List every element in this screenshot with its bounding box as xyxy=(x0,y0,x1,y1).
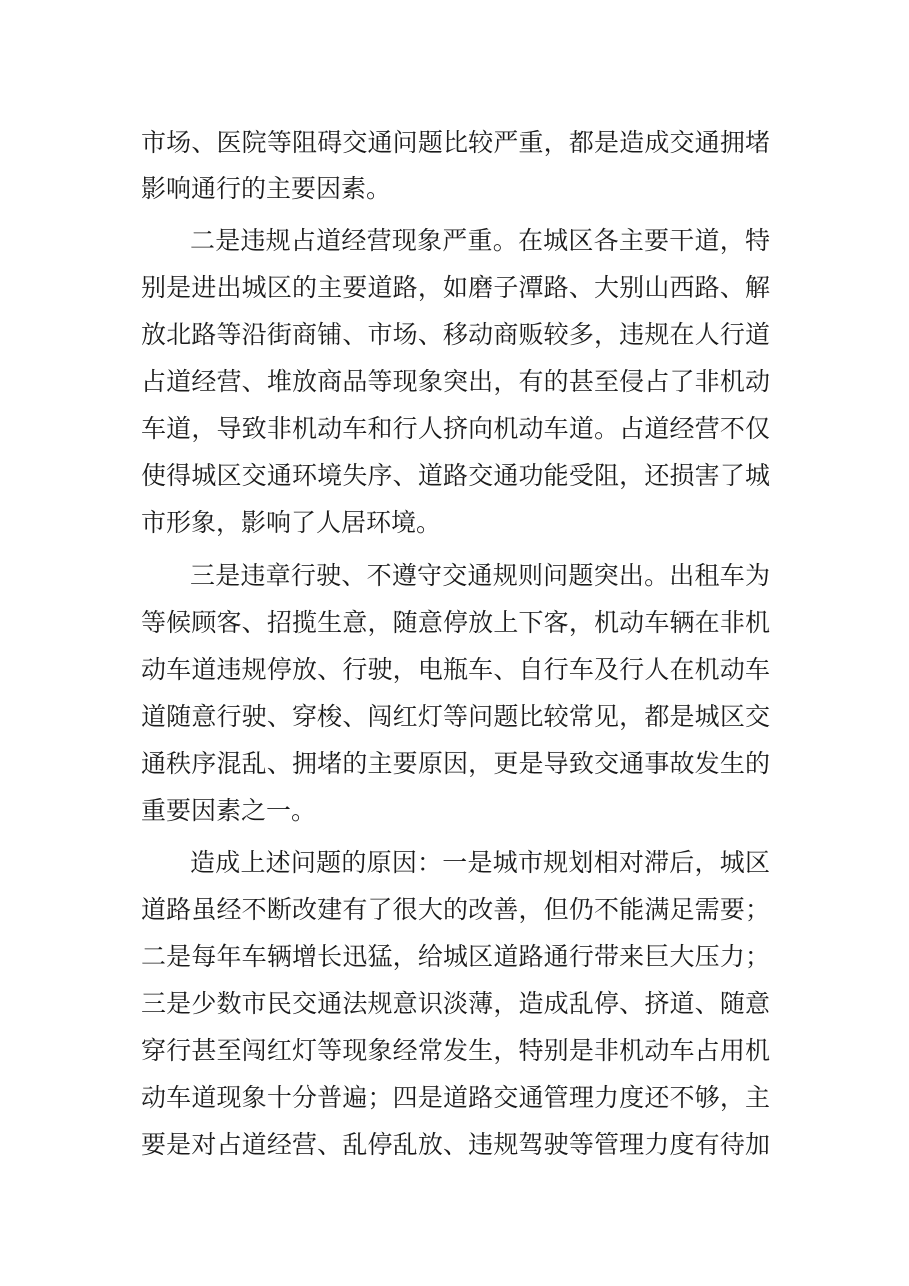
text-line: 放北路等沿街商铺、市场、移动商贩较多，违规在人行道 xyxy=(141,320,770,349)
text-line: 使得城区交通环境失序、道路交通功能受阻，还损害了城 xyxy=(141,461,770,490)
text-line: 影响通行的主要因素。 xyxy=(141,174,392,203)
text-line: 动车道违规停放、行驶，电瓶车、自行车及行人在机动车 xyxy=(141,655,770,684)
text-line: 三是少数市民交通法规意识淡薄，造成乱停、挤道、随意 xyxy=(141,989,770,1018)
text-line: 道路虽经不断改建有了很大的改善，但仍不能满足需要； xyxy=(141,895,770,924)
text-line: 等候顾客、招揽生意，随意停放上下客，机动车辆在非机 xyxy=(141,608,770,637)
text-line: 要是对占道经营、乱停乱放、违规驾驶等管理力度有待加 xyxy=(141,1130,770,1159)
text-line: 道随意行驶、穿梭、闯红灯等问题比较常见，都是城区交 xyxy=(141,702,770,731)
paragraph-first-line: 三是违章行驶、不遵守交通规则问题突出。出租车为 xyxy=(190,561,770,590)
text-line: 市场、医院等阻碍交通问题比较严重，都是造成交通拥堵 xyxy=(141,128,770,157)
text-line: 二是每年车辆增长迅猛，给城区道路通行带来巨大压力； xyxy=(141,942,770,971)
text-line: 车道，导致非机动车和行人挤向机动车道。占道经营不仅 xyxy=(141,414,770,443)
paragraph-first-line: 造成上述问题的原因：一是城市规划相对滞后，城区 xyxy=(190,848,770,877)
text-line: 占道经营、堆放商品等现象突出，有的甚至侵占了非机动 xyxy=(141,367,770,396)
text-line: 别是进出城区的主要道路，如磨子潭路、大别山西路、解 xyxy=(141,273,770,302)
text-line: 通秩序混乱、拥堵的主要原因，更是导致交通事故发生的 xyxy=(141,749,770,778)
text-line: 市形象，影响了人居环境。 xyxy=(141,508,442,537)
paragraph-first-line: 二是违规占道经营现象严重。在城区各主要干道，特 xyxy=(190,226,770,255)
text-line: 穿行甚至闯红灯等现象经常发生，特别是非机动车占用机 xyxy=(141,1036,770,1065)
text-line: 重要因素之一。 xyxy=(141,796,317,825)
text-line: 动车道现象十分普遍；四是道路交通管理力度还不够，主 xyxy=(141,1083,770,1112)
